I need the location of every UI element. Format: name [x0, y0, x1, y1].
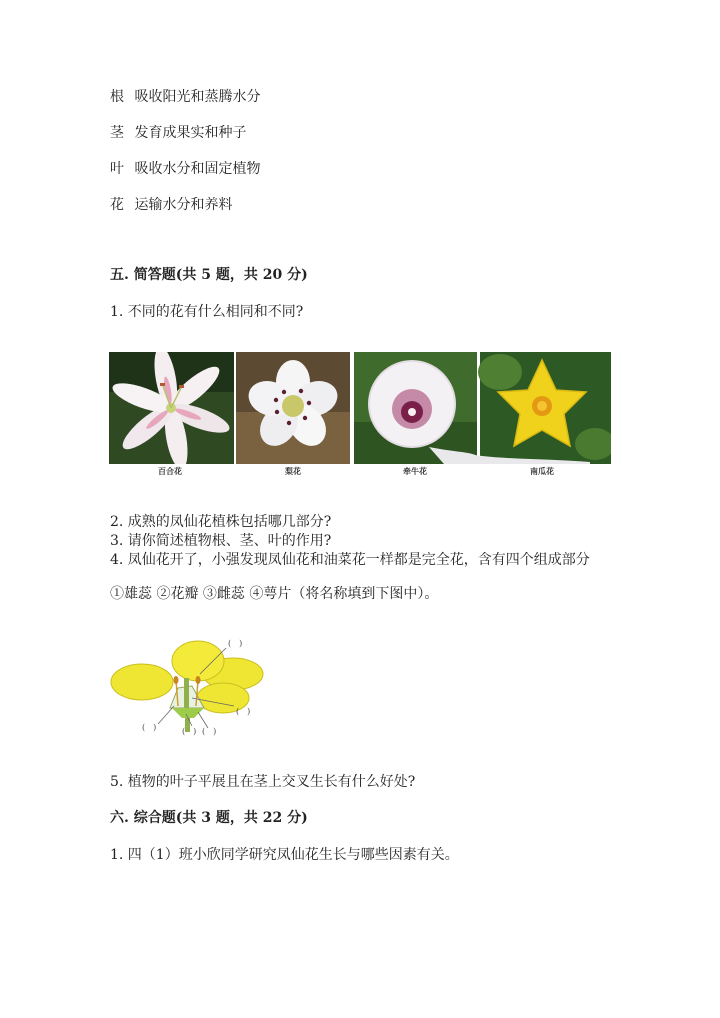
- morning-glory-photo: [354, 352, 477, 464]
- pear-photo: [236, 352, 350, 464]
- question-6-1: 1. 四（1）班小欣同学研究凤仙花生长与哪些因素有关。: [110, 847, 459, 863]
- match-row-flower: [110, 196, 232, 214]
- question-5-4: 4. 凤仙花开了，小强发现凤仙花和油菜花一样都是完全花，含有四个组成部分: [110, 552, 590, 568]
- section5-heading: 五. 简答题(共 5 题，共 20 分): [110, 267, 308, 283]
- match-desc: 吸收水分和固定植物: [134, 161, 261, 177]
- caption-lily: 百合花: [158, 466, 182, 476]
- match-term: 茎: [110, 125, 124, 141]
- match-desc: 吸收阳光和蒸腾水分: [134, 89, 261, 105]
- question-5-1: 1. 不同的花有什么相同和不同?: [110, 304, 304, 320]
- section6-heading: 六. 综合题(共 3 题，共 22 分): [110, 810, 308, 826]
- flower-photo-strip: [109, 352, 611, 478]
- caption-pumpkin: 南瓜花: [530, 466, 554, 476]
- caption-morning-glory: 牵牛花: [403, 466, 427, 476]
- match-row-root: [110, 88, 260, 106]
- question-5-4-options: ①雄蕊 ②花瓣 ③雌蕊 ④萼片（将名称填到下图中）。: [110, 586, 439, 602]
- blank-bottom-right: ( ): [202, 727, 217, 736]
- match-desc: 运输水分和养料: [134, 197, 233, 213]
- blank-right: ( ): [236, 707, 251, 716]
- match-row-stem: [110, 124, 246, 142]
- rapeseed-flower-diagram: [108, 636, 278, 738]
- question-5-5: 5. 植物的叶子平展且在茎上交叉生长有什么好处?: [110, 774, 416, 790]
- match-desc: 发育成果实和种子: [134, 125, 247, 141]
- caption-pear: 梨花: [285, 466, 301, 476]
- blank-top: ( ): [228, 639, 243, 648]
- blank-mid: ( ): [182, 727, 197, 736]
- question-5-3: 3. 请你简述植物根、茎、叶的作用?: [110, 533, 332, 549]
- pumpkin-flower-photo: [460, 352, 611, 464]
- match-term: 叶: [110, 161, 124, 177]
- match-row-leaf: [110, 160, 260, 178]
- blank-left: ( ): [142, 723, 157, 732]
- match-term: 根: [110, 89, 124, 105]
- lily-photo: [109, 352, 234, 478]
- question-5-2: 2. 成熟的凤仙花植株包括哪几部分?: [110, 514, 332, 530]
- match-term: 花: [110, 197, 124, 213]
